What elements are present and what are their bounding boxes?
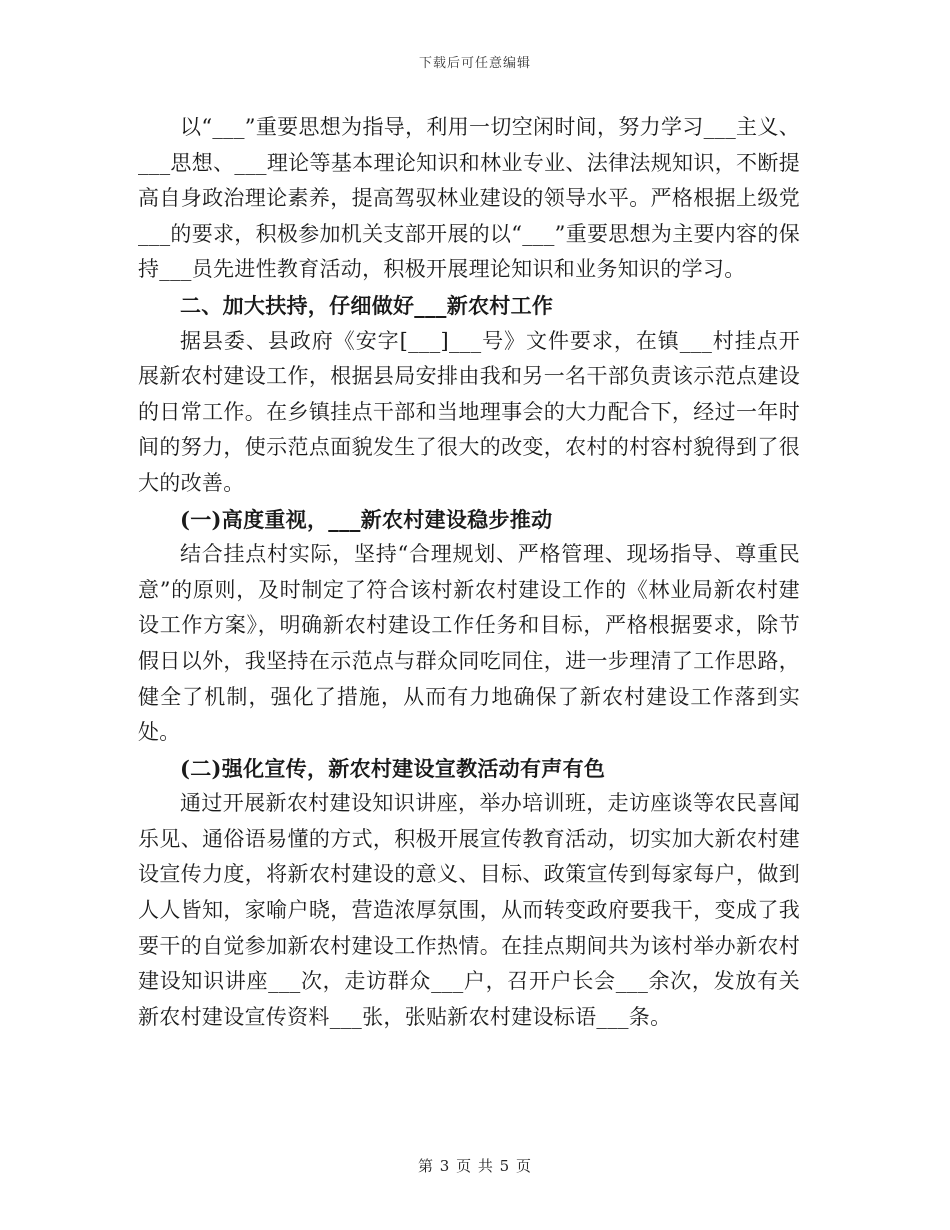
paragraph-study: 以“___”重要思想为指导，利用一切空闲时间，努力学习___主义、___思想、___理论等基本理论知识和林业专业、法律法规知识，不断提高自身政治理论素养，提高驾驭林业建设的领导水平。严格根据上级党___的要求，积极参加机关支部开展的以“___”重要思想为主要内容的保持___员先进性教育活动，积极开展理论知识和业务知识的学习。 — [138, 115, 800, 282]
paragraph-publicity: 通过开展新农村建设知识讲座，举办培训班，走访座谈等农民喜闻乐见、通俗语易懂的方式，积极开展宣传教育活动，切实加大新农村建设宣传力度，将新农村建设的意义、目标、政策宣传到每家每户，做到人人皆知，家喻户晓，营造浓厚氛围，从而转变政府要我干，变成了我要干的自觉参加新农村建设工作热情。在挂点期间共为该村举办新农村建设知识讲座___次，走访群众___户，召开户长会___余次，发放有关新农村建设宣传资料___张，张贴新农村建设标语___条。 — [138, 791, 800, 1029]
subsection-heading-1: (一)高度重视，___新农村建设稳步推动 — [180, 506, 553, 532]
paragraph-new-countryside: 据县委、县政府《安字[___]___号》文件要求，在镇___村挂点开展新农村建设工作，根据县局安排由我和另一名干部负责该示范点建设的日常工作。在乡镇挂点干部和当地理事会的大力配合下，经过一年时间的努力，使示范点面貌发生了很大的改变，农村的村容村貌得到了很大的改善。 — [138, 328, 800, 495]
document-body — [138, 110, 800, 1035]
page-header: 下载后可任意编辑 — [418, 56, 531, 71]
paragraph-planning: 结合挂点村实际，坚持“合理规划、严格管理、现场指导、尊重民意”的原则，及时制定了符合该村新农村建设工作的《林业局新农村建设工作方案》，明确新农村建设工作任务和目标，严格根据要求，除节假日以外，我坚持在示范点与群众同吃同住，进一步理清了工作思路，健全了机制，强化了措施，从而有力地确保了新农村建设工作落到实处。 — [138, 542, 800, 745]
page-number: 第 3 页 共 5 页 — [418, 1157, 532, 1175]
subsection-heading-2: (二)强化宣传，新农村建设宣教活动有声有色 — [180, 755, 606, 781]
section-heading-2: 二、加大扶持，仔细做好___新农村工作 — [180, 292, 554, 318]
